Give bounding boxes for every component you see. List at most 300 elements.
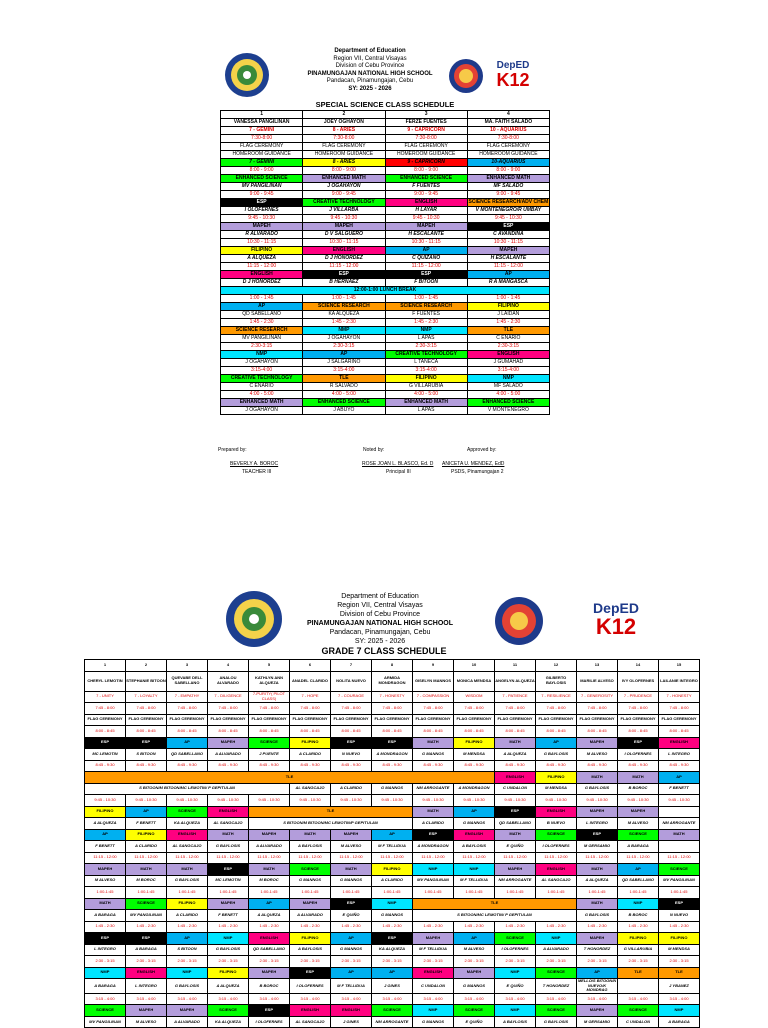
schedule-cell: ENGLISH xyxy=(385,199,467,207)
schedule-cell: CREATIVE TECHNOLOGY xyxy=(385,351,467,359)
grade7-cell: A CLARIDO xyxy=(372,875,413,887)
grade7-cell: 2:30 - 3:15 xyxy=(126,956,167,968)
grade7-cell: 7 - HOPE xyxy=(290,691,331,703)
schedule-row xyxy=(221,351,550,359)
schedule-cell: J GUMAHAD xyxy=(467,359,549,367)
grade7-cell xyxy=(659,806,700,818)
grade7-row xyxy=(85,760,700,772)
schedule-cell: 3:15-4:00 xyxy=(467,367,549,375)
grade7-cell: MELLO/S BITOON/N NUEVO/K MONDRAG xyxy=(577,978,617,993)
schedule-cell: 1:00 - 1:45 xyxy=(467,295,549,303)
grade7-cell: ESP xyxy=(659,898,700,910)
grade7-cell: LAILANIE INTEGRO xyxy=(659,671,700,691)
grade7-cell: AP xyxy=(536,737,577,749)
grade7-cell: M F TELLIDUA xyxy=(331,979,372,994)
grade7-cell: A BAYLOSIS xyxy=(290,841,331,853)
grade7-cell: SCIENCE xyxy=(372,1005,413,1017)
grade7-cell: GILBERTO BAYLOSIS xyxy=(536,671,577,691)
grade7-cell: 8:45 - 9:30 xyxy=(290,760,331,772)
grade7-cell: 7 - RESILIENCE xyxy=(536,691,577,703)
grade7-cell: ANGELYN ALQUEZA xyxy=(495,671,536,691)
grade7-cell: A CLARIDO xyxy=(413,818,454,830)
schedule-cell: 9:00 - 9:45 xyxy=(385,191,467,199)
grade7-row xyxy=(85,818,700,830)
grade7-cell: F BENETT xyxy=(208,910,249,922)
schedule-cell: 9:45 - 10:30 xyxy=(467,215,549,223)
grade7-cell: AP xyxy=(659,772,700,784)
schedule-cell: I OLOFERNES xyxy=(221,207,303,215)
grade7-cell: MAPEH xyxy=(577,737,618,749)
schedule-cell: 4:00 - 5:00 xyxy=(303,391,385,399)
schedule-cell: 2:30-3:15 xyxy=(467,343,549,351)
grade7-cell: G MANNOS xyxy=(413,749,454,761)
grade7-cell: 9:45 - 10:30 xyxy=(454,795,495,807)
schedule-cell: H ESCALANTE xyxy=(385,231,467,239)
grade7-cell: TLE xyxy=(618,967,659,979)
grade7-cell: 1:45 - 2:30 xyxy=(618,921,659,933)
grade7-cell: NMP xyxy=(208,933,249,945)
schedule-cell: 3:15-4:00 xyxy=(221,367,303,375)
schedule-cell: G VILLARUBIA xyxy=(385,383,467,391)
grade7-cell: ESP xyxy=(85,737,126,749)
grade7-cell: 11:15 - 12:00 xyxy=(331,852,372,864)
schedule-row xyxy=(221,255,550,263)
grade7-cell: QD SABELLANO xyxy=(618,875,659,887)
grade7-cell: 11:15 - 12:00 xyxy=(413,852,454,864)
grade7-cell: G BAYLOSIS xyxy=(208,944,249,956)
grade7-cell: M MENDSA xyxy=(536,783,577,795)
grade7-cell: MATH xyxy=(659,829,700,841)
schedule-cell: 8 - ARIES xyxy=(303,127,385,135)
grade7-cell: SCIENCE xyxy=(659,864,700,876)
grade7-cell: 3:15 - 4:00 xyxy=(85,993,126,1005)
grade7-cell: AP xyxy=(249,898,290,910)
schedule-cell: SCIENCE RESEARCH xyxy=(385,303,467,311)
grade7-cell: AP xyxy=(331,933,372,945)
schedule-cell: C ENARIO xyxy=(467,335,549,343)
header-line1: Department of Education xyxy=(334,48,406,54)
schedule-cell: ENHANCED MATH xyxy=(385,399,467,407)
schedule-cell: D J HONORDEZ xyxy=(303,255,385,263)
k12-text: K12 xyxy=(496,70,530,90)
grade7-cell: MAPEH xyxy=(249,967,290,979)
schedule-cell: ENGLISH xyxy=(221,271,303,279)
schedule-cell: ESP xyxy=(303,271,385,279)
schedule-cell: CREATIVE TECHNOLOGY xyxy=(221,375,303,383)
grade7-cell: QUEVABE DELL SABELLANO xyxy=(167,671,208,691)
schedule-cell: 2:30-3:15 xyxy=(221,343,303,351)
grade7-cell: 14 xyxy=(618,660,659,672)
grade7-cell: 2:30 - 3:15 xyxy=(577,956,618,968)
grade7-cell: G MANNOS xyxy=(372,783,413,795)
grade7-cell: AP xyxy=(618,864,659,876)
grade7-cell: 3:15 - 4:00 xyxy=(454,993,495,1005)
grade7-cell: MAPEH xyxy=(208,898,249,910)
grade7-cell: 8:00 - 8:45 xyxy=(208,726,249,738)
grade7-cell: J PUENTE xyxy=(249,749,290,761)
grade7-cell: S BITOON xyxy=(167,944,208,956)
grade7-cell: 1:00-1:45 xyxy=(413,887,454,899)
grade7-cell: A BARAGA xyxy=(85,979,126,994)
grade7-cell: G BAYLOSIS xyxy=(536,749,577,761)
grade7-cell: I OLOFERNES xyxy=(249,1016,290,1028)
grade7-cell: 8:45 - 9:30 xyxy=(331,760,372,772)
schedule-cell: MAPEH xyxy=(385,223,467,231)
schedule-cell: V MONTENEGRO/R UMBAY xyxy=(467,207,549,215)
grade7-cell: SCIENCE xyxy=(618,829,659,841)
schedule-row xyxy=(221,207,550,215)
schedule-cell: 1 xyxy=(221,111,303,119)
grade7-cell: FLAG CEREMONY xyxy=(659,714,700,726)
grade7-cell: NM ARROGANTE xyxy=(495,875,536,887)
grade7-cell: I OLOFERNES xyxy=(290,979,331,994)
approved-name: ANICETA U. MENDEZ, EdD xyxy=(442,461,505,467)
grade7-row xyxy=(85,979,700,994)
school-header xyxy=(270,48,470,94)
schedule-cell: 10 - AQUARIUS xyxy=(467,127,549,135)
header-line4: PINAMUNGAJAN NATIONAL HIGH SCHOOL xyxy=(307,70,433,77)
grade7-cell: ESP xyxy=(331,898,372,910)
deped-brand-text: DepED xyxy=(496,60,530,71)
schedule-cell: CREATIVE TECHNOLOGY xyxy=(303,199,385,207)
grade7-cell: MATH xyxy=(495,737,536,749)
schedule-cell: L APAS xyxy=(385,407,467,415)
grade7-cell: 1:00-1:45 xyxy=(372,887,413,899)
grade7-cell: 7:45 - 8:00 xyxy=(208,703,249,715)
schedule-cell: 4:00 - 5:00 xyxy=(221,391,303,399)
grade7-cell: 1:00-1:45 xyxy=(85,887,126,899)
grade7-cell: 1:00-1:45 xyxy=(331,887,372,899)
grade7-row xyxy=(85,921,700,933)
schedule-row xyxy=(221,127,550,135)
grade7-cell: MATH xyxy=(618,772,659,784)
grade7-cell: A MONDRAGON xyxy=(372,749,413,761)
grade7-cell: A ALQUEZA xyxy=(85,818,126,830)
grade7-cell: 1:45 - 2:30 xyxy=(372,921,413,933)
grade7-cell: IVY OLOFERNES xyxy=(618,671,659,691)
grade7-cell: ESP xyxy=(577,829,618,841)
schedule-cell: ENHANCED MATH xyxy=(303,175,385,183)
grade7-cell: 8:00 - 8:45 xyxy=(126,726,167,738)
grade7-cell: 9:45 - 10:30 xyxy=(413,795,454,807)
schedule-cell: ENHANCED SCIENCE xyxy=(385,175,467,183)
grade7-cell: NMP xyxy=(536,933,577,945)
grade7-cell: A ALVARADO xyxy=(249,841,290,853)
grade7-cell: 1:00-1:45 xyxy=(659,887,700,899)
grade7-cell: FLAG CEREMONY xyxy=(618,714,659,726)
grade7-row xyxy=(85,671,700,691)
schedule-cell: J OGAHAYON xyxy=(221,407,303,415)
grade7-row xyxy=(85,864,700,876)
grade7-cell: NM ARROGANTE xyxy=(372,1016,413,1028)
grade7-cell: I OLOFERNES xyxy=(495,944,536,956)
grade7-cell: 1:00-1:45 xyxy=(536,887,577,899)
grade7-cell: 8:45 - 9:30 xyxy=(249,760,290,772)
schedule-row xyxy=(221,343,550,351)
grade7-cell: MATH xyxy=(85,898,126,910)
schedule-cell: V MONTENEGRO xyxy=(467,407,549,415)
grade7-cell: 11:15 - 12:00 xyxy=(290,852,331,864)
grade7-cell: ESP xyxy=(372,933,413,945)
grade7-cell: TLE xyxy=(659,967,700,979)
grade7-cell: A ALVARADO xyxy=(536,944,577,956)
schedule-row xyxy=(221,319,550,327)
schedule-cell: AP xyxy=(303,351,385,359)
grade7-cell: 3:15 - 4:00 xyxy=(167,993,208,1005)
schedule-cell: QD SABELLANO xyxy=(221,311,303,319)
grade7-cell: 8:45 - 9:30 xyxy=(413,760,454,772)
grade7-cell: 7-PURITY( PILOT CLASS) xyxy=(249,691,290,703)
grade7-row xyxy=(85,806,700,818)
grade7-cell: 1:45 - 2:30 xyxy=(659,921,700,933)
grade7-cell: SCIENCE xyxy=(495,933,536,945)
grade7-cell: SCIENCE xyxy=(454,1005,495,1017)
grade7-cell: MONICA MENDSA xyxy=(454,671,495,691)
schedule-cell: J LAIDAN xyxy=(467,311,549,319)
schedule-cell: C ENARIO xyxy=(221,383,303,391)
grade7-cell: MATH xyxy=(167,864,208,876)
schedule-cell: AP xyxy=(467,271,549,279)
grade7-cell: L INTEGRO xyxy=(126,979,167,994)
grade7-cell: 2:30 - 3:15 xyxy=(413,956,454,968)
grade7-cell: A ALVARADO xyxy=(208,749,249,761)
grade7-cell: MAPEH xyxy=(413,933,454,945)
tle-span-cell: TLE xyxy=(413,898,577,910)
grade7-cell: FLAG CEREMONY xyxy=(167,714,208,726)
deped-seal-logo-2 xyxy=(494,596,544,646)
grade7-cell: G MANNOS xyxy=(372,910,413,922)
schedule-cell: R ALVARADO xyxy=(221,231,303,239)
grade7-cell: ENGLISH xyxy=(208,806,249,818)
grade7-cell: 1:45 - 2:30 xyxy=(290,921,331,933)
grade7-cell: 9:45 - 10:30 xyxy=(331,795,372,807)
grade7-cell: 8:00 - 8:45 xyxy=(659,726,700,738)
grade7-cell: I OLOFERNES xyxy=(618,749,659,761)
grade7-cell: L INTEGRO xyxy=(659,749,700,761)
grade7-cell: L INTEGRO xyxy=(577,818,618,830)
grade7-cell: A ALQUEZA xyxy=(577,875,618,887)
grade7-row xyxy=(85,737,700,749)
grade7-cell: 8 xyxy=(372,660,413,672)
schedule-cell: 2:30-3:15 xyxy=(303,343,385,351)
schedule-cell: 7:30-8:00 xyxy=(385,135,467,143)
header2-line4: PINAMUNGAJAN NATIONAL HIGH SCHOOL xyxy=(307,620,453,627)
school-seal-logo-2 xyxy=(225,590,283,648)
grade7-cell: 9:45 - 10:30 xyxy=(495,795,536,807)
deped-k12-logo-2 xyxy=(570,600,662,642)
grade7-row xyxy=(85,956,700,968)
schedule-row xyxy=(221,359,550,367)
schedule-cell: 8:00 - 9:00 xyxy=(467,167,549,175)
page1-title: SPECIAL SCIENCE CLASS SCHEDULE xyxy=(315,100,455,109)
grade7-cell: AP xyxy=(454,933,495,945)
grade7-cell: A BARAGA xyxy=(126,944,167,956)
schedule-cell: 4:00 - 5:00 xyxy=(467,391,549,399)
schedule-cell: 8:00 - 9:00 xyxy=(221,167,303,175)
grade7-cell: SCIENCE xyxy=(618,1005,659,1017)
grade7-cell: ENGLISH xyxy=(331,1005,372,1017)
grade7-cell: 1:00-1:45 xyxy=(290,887,331,899)
prepared-label: Prepared by: xyxy=(218,447,247,453)
schedule-cell: FLAG CEREMONY xyxy=(467,143,549,151)
schedule-cell: TLE xyxy=(467,327,549,335)
schedule-cell: SCIENCE RESEARCH xyxy=(221,327,303,335)
grade7-cell: 1:00-1:45 xyxy=(618,887,659,899)
grade7-cell: AP xyxy=(372,967,413,979)
grade7-cell: MAPEH xyxy=(167,1005,208,1017)
grade7-schedule-table xyxy=(84,659,700,1028)
grade7-cell: QD SABELLANO xyxy=(249,944,290,956)
schedule-cell: 3:15-4:00 xyxy=(385,367,467,375)
grade7-row xyxy=(85,993,700,1005)
schedule-cell: ESP xyxy=(467,223,549,231)
grade7-cell: T HONORDEZ xyxy=(577,944,618,956)
grade7-cell: STEPHANIE BITOON xyxy=(126,671,167,691)
schedule-row xyxy=(221,279,550,287)
grade7-cell: E QUIÑO xyxy=(495,979,536,994)
grade7-cell: 8:00 - 8:45 xyxy=(372,726,413,738)
grade7-cell: 1:45 - 2:30 xyxy=(577,921,618,933)
schedule-cell: 9 - CAPRICORN xyxy=(385,159,467,167)
grade7-cell: A MONDRAGON xyxy=(413,841,454,853)
schedule-cell: 1:45 - 2:30 xyxy=(385,319,467,327)
schedule-cell: L APAS xyxy=(385,335,467,343)
grade7-cell: M ALVESO xyxy=(126,1016,167,1028)
grade7-cell: E QUIÑO xyxy=(454,1016,495,1028)
schedule-row xyxy=(221,407,550,415)
schedule-row xyxy=(221,231,550,239)
schedule-row xyxy=(221,295,550,303)
grade7-cell: 8:45 - 9:30 xyxy=(618,760,659,772)
grade7-cell: SCIENCE xyxy=(167,806,208,818)
schedule-cell: FILIPINO xyxy=(467,303,549,311)
grade7-cell: 7 - PATIENCE xyxy=(495,691,536,703)
grade7-cell: A BARAGA xyxy=(659,1016,700,1028)
grade7-row xyxy=(85,852,700,864)
schedule-row xyxy=(221,143,550,151)
grade7-cell: 1:45 - 2:30 xyxy=(249,921,290,933)
grade7-cell: 8:00 - 8:45 xyxy=(454,726,495,738)
schedule-cell: FLAG CEREMONY xyxy=(221,143,303,151)
grade7-cell: AP xyxy=(126,806,167,818)
grade7-cell: 7:45 - 8:00 xyxy=(126,703,167,715)
grade7-cell: 3:15 - 4:00 xyxy=(126,993,167,1005)
grade7-cell: ENGLISH xyxy=(167,829,208,841)
grade7-cell: 8:45 - 9:30 xyxy=(85,760,126,772)
schedule-cell: VANESSA PANGILINAN xyxy=(221,119,303,127)
grade7-cell: 3:15 - 4:00 xyxy=(208,993,249,1005)
grade7-cell: 2:30 - 3:15 xyxy=(372,956,413,968)
grade7-cell: 7 - UNITY xyxy=(85,691,126,703)
grade7-cell: MATH xyxy=(413,806,454,818)
schedule-cell: D V SALGUERO xyxy=(303,231,385,239)
grade7-cell: 2:30 - 3:15 xyxy=(536,956,577,968)
grade7-cell: QD SABELLANO xyxy=(167,749,208,761)
grade7-cell: CHERYL LEMOTIN xyxy=(85,671,126,691)
grade7-cell: 11:15 - 12:00 xyxy=(126,852,167,864)
grade7-cell: MV PANGILINAN xyxy=(413,875,454,887)
schedule-row xyxy=(221,239,550,247)
grade7-cell: A ALQUEZA xyxy=(208,979,249,994)
grade7-cell: 9:45 - 10:30 xyxy=(290,795,331,807)
grade7-cell: 8:45 - 9:30 xyxy=(167,760,208,772)
grade7-cell xyxy=(618,979,659,994)
grade7-cell: G BAYLOSIS xyxy=(167,875,208,887)
grade7-cell: 7 - COURAGE xyxy=(331,691,372,703)
grade7-cell: FILIPINO xyxy=(167,898,208,910)
grade7-cell: ESP xyxy=(126,737,167,749)
grade7-cell: 7 - COMPASSION xyxy=(413,691,454,703)
grade7-cell: MATH xyxy=(495,829,536,841)
noted-name: ROSE JOAN L. BLASCO, Ed. D xyxy=(362,461,434,467)
grade7-cell: B NUEVO xyxy=(536,818,577,830)
schedule-cell: MAPEH xyxy=(303,223,385,231)
grade7-row xyxy=(85,910,700,922)
grade7-cell: 2 xyxy=(126,660,167,672)
grade7-cell: MAPEH xyxy=(577,806,618,818)
grade7-cell: 1:00-1:45 xyxy=(167,887,208,899)
schedule-row xyxy=(221,191,550,199)
grade7-cell: MAPEH xyxy=(577,933,618,945)
schedule-cell: J OGAHAYON xyxy=(221,359,303,367)
schedule-cell: 7 - GEMINI xyxy=(221,127,303,135)
header-line6: SY: 2025 - 2026 xyxy=(348,85,392,92)
schedule-cell: HOMEROOM GUIDANCE xyxy=(385,151,467,159)
grade7-cell: MATH xyxy=(577,772,618,784)
grade7-cell: A ALQUEZA xyxy=(249,910,290,922)
grade7-cell: MC LEMOTIN xyxy=(208,875,249,887)
grade7-cell: 1:45 - 2:30 xyxy=(167,921,208,933)
grade7-cell: ESP xyxy=(290,967,331,979)
schedule-cell: R SALVADO xyxy=(303,383,385,391)
schedule-cell: 11:15 - 12:00 xyxy=(467,263,549,271)
schedule-cell: MA. FAITH SALADO xyxy=(467,119,549,127)
grade7-cell: M ALVESO xyxy=(618,818,659,830)
grade7-cell: FLAG CEREMONY xyxy=(577,714,618,726)
schedule-cell: MAPEH xyxy=(221,223,303,231)
schedule-cell: ENHANCED MATH xyxy=(467,175,549,183)
schedule-row xyxy=(221,183,550,191)
grade7-cell: ENGLISH xyxy=(413,967,454,979)
grade7-cell: 8:45 - 9:30 xyxy=(208,760,249,772)
grade7-cell: A BAYLOSIS xyxy=(290,944,331,956)
grade7-cell: ENGLISH xyxy=(495,772,536,784)
schedule-cell: MAPEH xyxy=(467,247,549,255)
school-header-2 xyxy=(300,592,460,646)
grade7-cell: 7:45 - 8:00 xyxy=(85,703,126,715)
grade7-cell: FILIPINO xyxy=(208,967,249,979)
grade7-cell: A ALQUEZA xyxy=(495,749,536,761)
grade7-cell: MAPEH xyxy=(618,806,659,818)
schedule-cell: 11:15 - 12:00 xyxy=(221,263,303,271)
grade7-cell: ESP xyxy=(208,864,249,876)
schedule-cell: 1:45 - 2:30 xyxy=(303,319,385,327)
schedule-cell: 10-AQUARIUS xyxy=(467,159,549,167)
prepared-title: TEACHER III xyxy=(242,469,272,475)
grade7-cell: FILIPINO xyxy=(85,806,126,818)
grade7-cell: WISDOM xyxy=(454,691,495,703)
grade7-cell: FILIPINO xyxy=(454,737,495,749)
grade7-cell: FILIPINO xyxy=(536,772,577,784)
schedule-row xyxy=(221,375,550,383)
schedule-cell: 8:00 - 9:00 xyxy=(385,167,467,175)
grade7-cell: A BAYLOSIS xyxy=(454,841,495,853)
grade7-row xyxy=(85,967,700,979)
grade7-cell: 8:00 - 8:45 xyxy=(618,726,659,738)
grade7-cell: 11:15 - 12:00 xyxy=(167,852,208,864)
grade7-cell xyxy=(659,841,700,853)
schedule-cell: R A MANGASCA xyxy=(467,279,549,287)
